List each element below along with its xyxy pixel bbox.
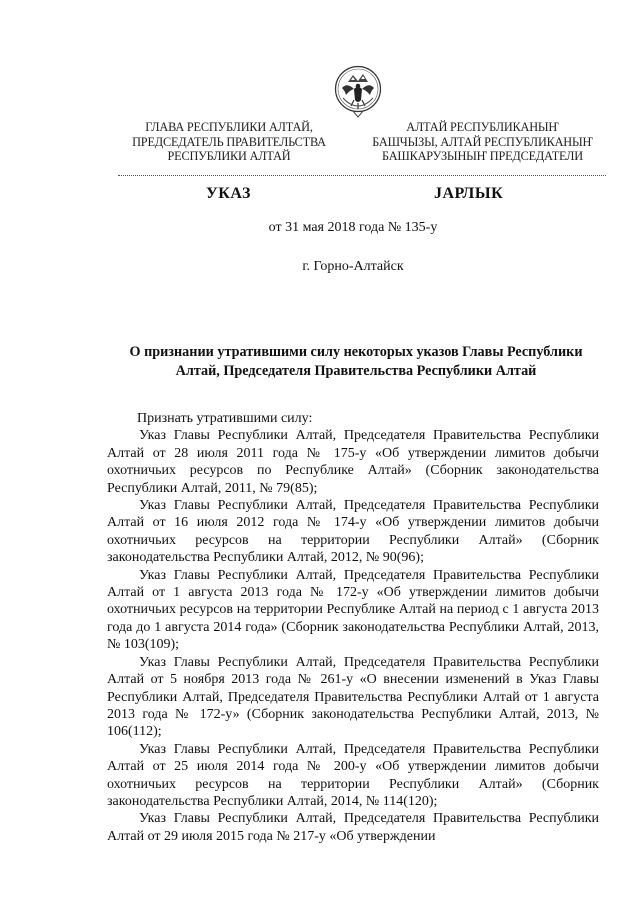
date-number-line: от 31 мая 2018 года № 135-у [268, 220, 438, 235]
decree-paragraph-2: Указ Главы Республики Алтай, Председателя Правительства Республики Алтай от 16 июля 2012 года № 174-у «Об утверждении лимитов добычи охотничьих ресурсов на территории Республики Алтай» (Сборник законодательства Республики Алтай, 2012, № 90(96); [107, 498, 599, 566]
city-line: г. Горно-Алтайск [302, 259, 404, 274]
decree-paragraph-4: Указ Главы Республики Алтай, Председателя Правительства Республики Алтай от 5 ноября 2013 года № 261-у «О внесении изменений в Указ Главы Республики Алтай, Председателя Правительства Республики Алтай от 1 августа 2013 года № 172-у» (Сборник законодательства Республики Алтай, 2013, № 106(112); [107, 654, 599, 740]
header-right-line-1: АЛТАЙ РЕСПУБЛИКАНЫҤ [406, 120, 559, 134]
header-left-line-1: ГЛАВА РЕСПУБЛИКИ АЛТАЙ, [145, 120, 313, 134]
document-title: О признании утратившими силу некоторых указов Главы Республики Алтай, Председателя Правительства Республики Алтай [129, 344, 583, 379]
header-right-line-3: БАШКАРУЗЫНЫҤ ПРЕДСЕДАТЕЛИ [382, 149, 583, 163]
doc-type-left: УКАЗ [206, 185, 251, 202]
doc-type-right: ЈАРЛЫК [434, 185, 504, 202]
coat-of-arms-emblem [333, 62, 383, 120]
decree-paragraph-6: Указ Главы Республики Алтай, Председателя Правительства Республики Алтай от 29 июля 2015 года № 217-у «Об утверждении [107, 811, 599, 844]
decree-paragraph-5: Указ Главы Республики Алтай, Председателя Правительства Республики Алтай от 25 июля 2014 года № 200-у «Об утверждении лимитов добычи охотничьих ресурсов на территории Республики Алтай» (Сборник законодательства Республики Алтай, 2014, № 114(120); [107, 741, 599, 809]
header-left-line-2: ПРЕДСЕДАТЕЛЬ ПРАВИТЕЛЬСТВА [132, 134, 326, 149]
header-left-line-3: РЕСПУБЛИКИ АЛТАЙ [167, 149, 291, 163]
header-right-block [355, 120, 610, 164]
decree-paragraph-3: Указ Главы Республики Алтай, Председателя Правительства Республики Алтай от 1 августа 2013 года № 172-у «Об утверждении лимитов добычи охотничьих ресурсов на территории Республике Алтай на период с 1 августа 2013 года до 1 августа 2014 года» (Сборник законодательства Республики Алтай, 2013, № 103(109); [107, 567, 599, 653]
header-left-block [118, 120, 340, 164]
document-body [107, 410, 599, 845]
header-divider [118, 175, 606, 176]
header-right-line-2: БАШЧЫЗЫ, АЛТАЙ РЕСПУБЛИКАНЫҤ [372, 134, 593, 149]
decree-paragraph-1: Указ Главы Республики Алтай, Председателя Правительства Республики Алтай от 28 июля 2011 года № 175-у «Об утверждении лимитов добычи охотничьих ресурсов по Республике Алтай» (Сборник законодательства Республики Алтай, 2011, № 79(85); [107, 428, 599, 496]
intro-line: Признать утратившими силу: [137, 411, 313, 426]
